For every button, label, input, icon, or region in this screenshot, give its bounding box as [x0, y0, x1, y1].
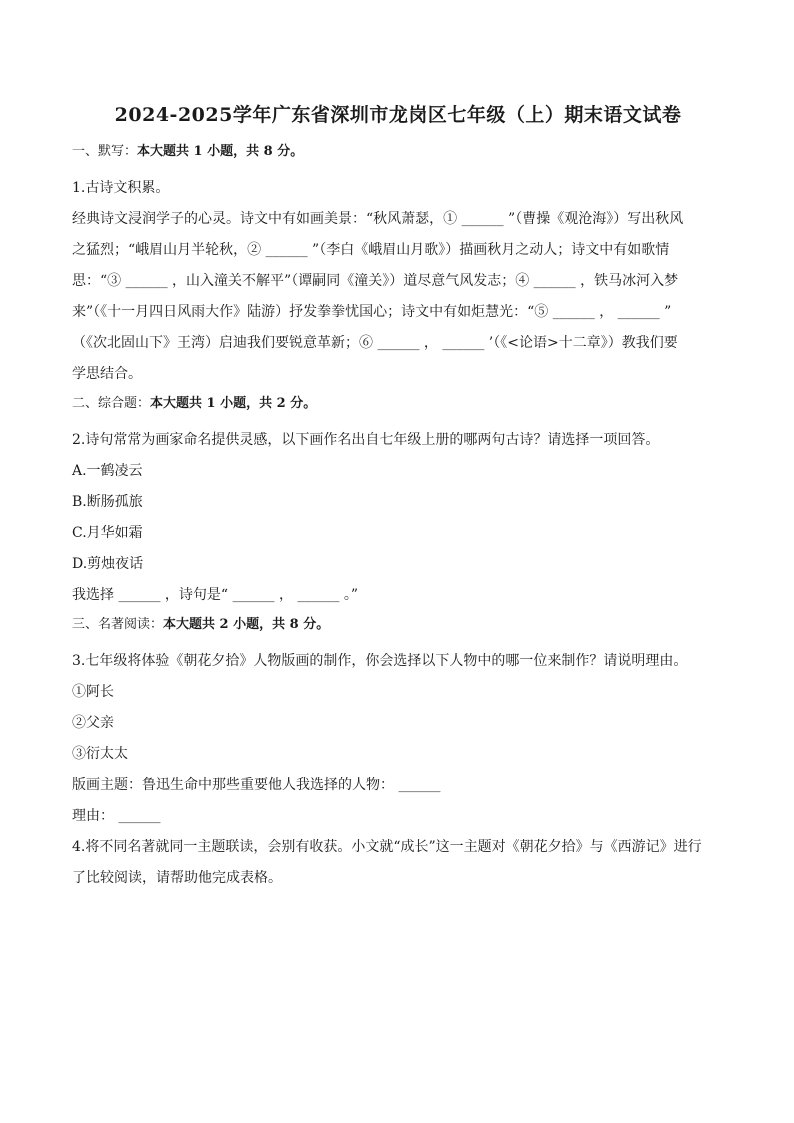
option-b: B.断肠孤旅	[72, 494, 143, 510]
option-1: ①阿长	[72, 684, 114, 700]
section-heading-desc: 本大题共 2 小题，共 8 分。	[163, 617, 330, 632]
section-heading-label: 三、名著阅读：	[72, 617, 164, 632]
question-1-line: 思：“③ ______ ，山入潼关不解平”（谭嗣同《潼关》）道尽意气风发志；④ ______ ，铁马冰河入梦	[72, 273, 679, 289]
question-1-line: 来”（《十一月四日风雨大作》陆游）抒发拳拳忧国心；诗文中有如炬慧光：“⑤ ______ ， ______ ”	[72, 304, 672, 320]
exam-page	[72, 102, 724, 894]
question-4-line: 了比较阅读，请帮助他完成表格。	[72, 870, 282, 886]
option-a: A.一鹤凌云	[72, 463, 143, 479]
question-2-answer-line: 我选择 ______ ，诗句是“ ______ ， ______ 。”	[72, 587, 359, 603]
section-heading-desc: 本大题共 1 小题，共 8 分。	[137, 144, 304, 159]
option-2: ②父亲	[72, 715, 114, 731]
option-d: D.剪烛夜话	[72, 556, 144, 572]
question-4-line: 4.将不同名著就同一主题联读，会别有收获。小文就“成长”这一主题对《朝花夕拾》与《西游记》进行	[72, 839, 702, 855]
question-3-theme-line: 版画主题：鲁迅生命中那些重要他人我选择的人物： ______	[72, 777, 441, 793]
question-1-label: 1.古诗文积累。	[72, 180, 170, 196]
question-1-line: （《次北固山下》王湾）启迪我们要锐意革新；⑥ ______ ， ______ ’（《<论语>十二章》）教我们要	[72, 335, 678, 351]
section-heading-2	[72, 394, 724, 414]
option-3: ③衍太太	[72, 746, 128, 762]
question-1-line: 经典诗文浸润学子的心灵。诗文中有如画美景：“秋风萧瑟，① ______ ”（曹操《观沧海》）写出秋风	[72, 211, 684, 227]
question-2-label: 2.诗句常常为画家命名提供灵感，以下画作名出自七年级上册的哪两句古诗？请选择一项回答。	[72, 432, 660, 448]
section-heading-label: 二、综合题：	[72, 396, 151, 411]
section-heading-3	[72, 615, 724, 635]
question-3-reason-line: 理由： ______	[72, 808, 161, 824]
section-heading-desc: 本大题共 1 小题，共 2 分。	[150, 396, 317, 411]
page-title: 2024-2025学年广东省深圳市龙岗区七年级（上）期末语文试卷	[114, 104, 682, 126]
section-heading-label: 一、默写：	[72, 144, 138, 159]
option-c: C.月华如霜	[72, 525, 143, 541]
question-1-line: 之猛烈；“峨眉山月半轮秋，② ______ ”（李白《峨眉山月歌》）描画秋月之动人；诗文中有如歌情	[72, 242, 670, 258]
question-1-line: 学思结合。	[72, 366, 142, 382]
section-heading-1	[72, 142, 724, 162]
question-3-label: 3.七年级将体验《朝花夕拾》人物版画的制作，你会选择以下人物中的哪一位来制作？请说明理由。	[72, 653, 688, 669]
